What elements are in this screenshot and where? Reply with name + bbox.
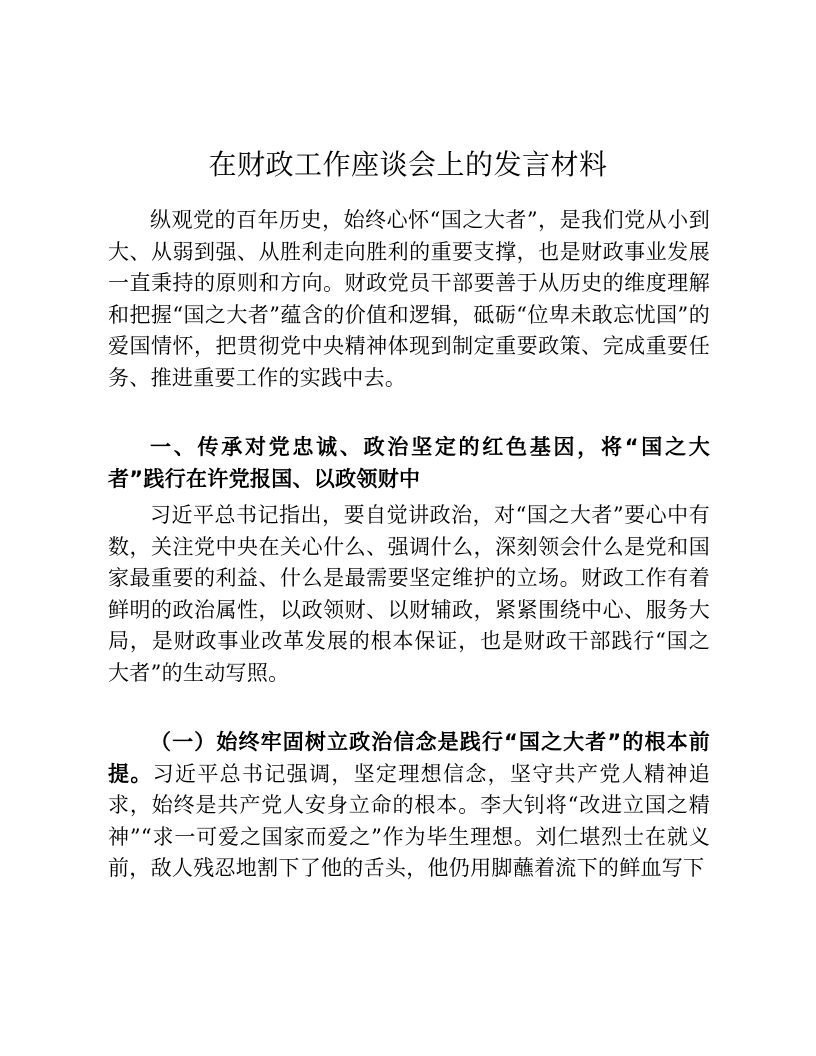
document-title: 在财政工作座谈会上的发言材料 (208, 148, 608, 181)
paragraph-section-1: 习近平总书记指出，要自觉讲政治，对“国之大者”要心中有数，关注党中央在关心什么、强调什么，深刻领会什么是党和国家最重要的利益、什么是最需要坚定维护的立场。财政工作有着鲜明的政治属性，以政领财、以财辅政，紧紧围绕中心、服务大局，是财政事业改革发展的根本保证，也是财政干部践行“国之大者”的生动写照。 (108, 503, 710, 685)
section-heading-1: 一、传承对党忠诚、政治坚定的红色基因，将“国之大者”践行在许党报国、以政领财中 (108, 435, 710, 491)
subsection-lead: （一）始终牢固树立政治信念是践行“国之大者”的根本前提。 (108, 730, 710, 786)
paragraph-subsection-1 (108, 727, 710, 885)
paragraph-intro: 纵观党的百年历史，始终心怀“国之大者”，是我们党从小到大、从弱到强、从胜利走向胜利的重要支撑，也是财政事业发展一直秉持的原则和方向。财政党员干部要善于从历史的维度理解和把握“国之大者”蕴含的价值和逻辑，砥砺“位卑未敢忘忧国”的爱国情怀，把贯彻党中央精神体现到制定重要政策、完成重要任务、推进重要工作的实践中去。 (108, 208, 710, 390)
subsection-body: 习近平总书记强调，坚定理想信念，坚守共产党人精神追求，始终是共产党人安身立命的根本。李大钊将“改进立国之精神”“求一可爱之国家而爱之”作为毕生理想。刘仁堪烈士在就义前，敌人残忍地割下了他的舌头，他仍用脚蘸着流下的鲜血写下 (108, 761, 710, 881)
